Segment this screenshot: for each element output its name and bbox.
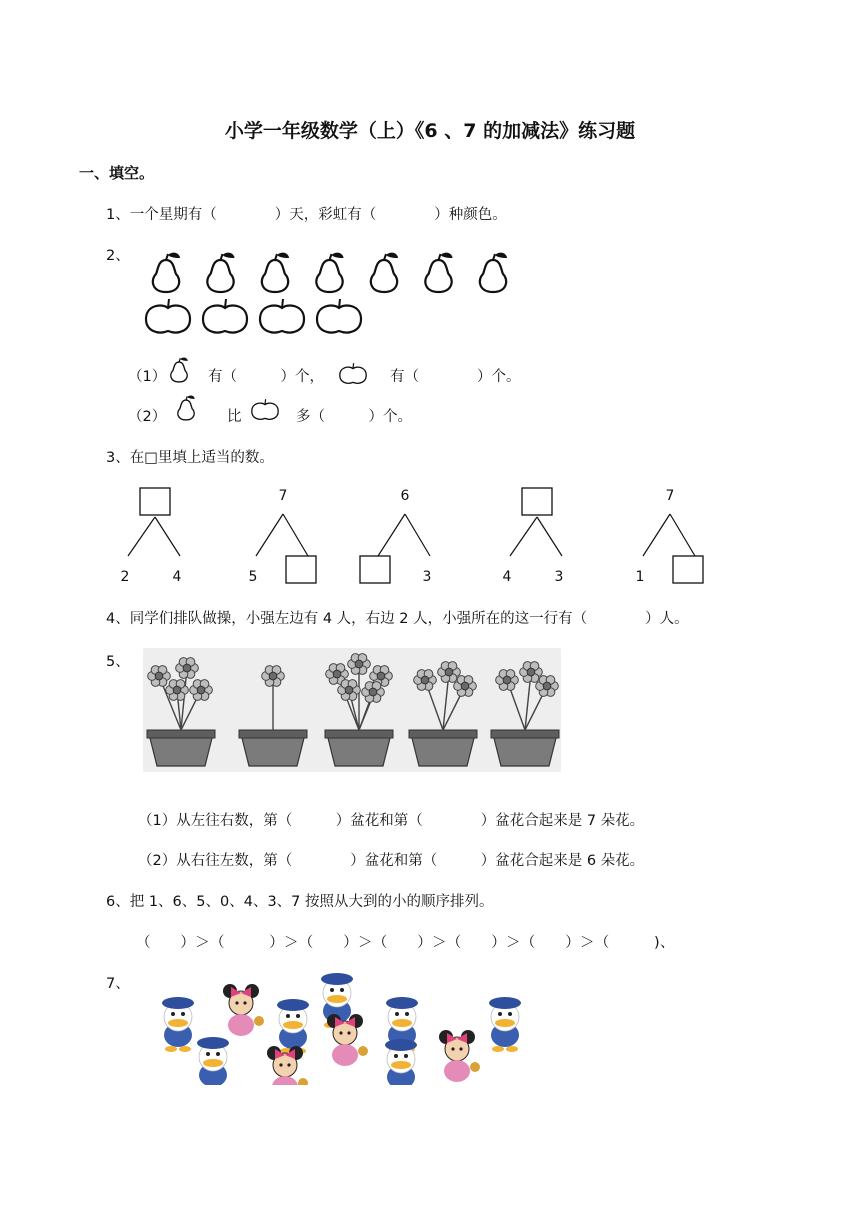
question-5-sub2: （2）从右往左数，第（ ）盆花和第（ ）盆花合起来是 6 朵花。 [138,853,645,869]
bond-line [643,514,670,556]
pot-icon [149,734,213,766]
answer-box [522,488,552,515]
answer-box [286,556,316,583]
cartoon-characters-image [145,965,535,1085]
bond-left-number: 4 [502,569,512,585]
bond-line [670,514,695,556]
bond-left-number: 1 [635,569,645,585]
minnie-mouse-icon [327,1014,368,1066]
donald-duck-icon [197,1037,229,1085]
flower-pot [239,666,307,766]
bond-right-number: 4 [172,569,182,585]
question-7-number: 7、 [106,976,130,992]
bond-line [405,514,430,556]
minnie-mouse-icon [223,984,264,1036]
question-3: 3、在□里填上适当的数。 [106,450,274,466]
bond-top-number: 7 [278,488,288,504]
pot-icon [493,734,557,766]
bond-line [283,514,308,556]
pot-icon [411,734,475,766]
question-5-number: 5、 [106,654,130,670]
flower-pot [491,662,559,766]
minnie-mouse-icon [439,1030,480,1082]
number-bond [360,488,431,585]
donald-duck-icon [162,997,194,1052]
q2-sub2-prefix: （2） [128,409,167,425]
donald-duck-icon [385,1039,417,1085]
number-bond [503,488,564,585]
question-6: 6、把 1、6、5、0、4、3、7 按照从大到的小的顺序排列。 [106,894,494,910]
q2-sub1-prefix: （1） [128,369,167,385]
donald-duck-icon [489,997,521,1052]
flower-pot [409,662,477,766]
bond-right-number: 3 [554,569,564,585]
q2-sub2-more: 多（ ）个。 [296,409,412,425]
question-2-number: 2、 [106,248,130,264]
q2-sub1-apple-count: 有（ ）个。 [390,369,521,385]
bond-line [256,514,283,556]
q2-sub2-compare: 比 [227,409,242,425]
question-6-order-row: （ ）＞（ ）＞（ ）＞（ ）＞（ ）＞（ ）＞（ )、 [136,935,675,951]
bond-line [128,517,155,556]
question-5-sub1: （1）从左往右数，第（ ）盆花和第（ ）盆花合起来是 7 朵花。 [138,813,645,829]
bond-line [510,517,537,556]
question-4: 4、同学们排队做操，小强左边有 4 人，右边 2 人，小强所在的这一行有（ ）人。 [106,611,689,627]
bond-line [537,517,562,556]
answer-box [140,488,170,515]
bond-left-number: 5 [248,569,258,585]
number-bond [121,488,182,585]
pot-icon [327,734,391,766]
flower-pot [147,658,215,766]
bond-top-number: 6 [400,488,410,504]
question-1: 1、一个星期有（ ）天，彩虹有（ ）种颜色。 [106,207,507,223]
bond-right-number: 3 [422,569,432,585]
flower-pot [325,654,393,766]
q2-sub1-pear-count: 有（ ）个， [208,369,324,385]
section-heading: 一、填空。 [79,164,155,182]
bond-line [155,517,180,556]
bond-top-number: 7 [665,488,675,504]
donald-duck-icon [277,999,309,1054]
bond-line [378,514,405,556]
answer-box [673,556,703,583]
pot-icon [241,734,305,766]
bond-left-number: 2 [120,569,130,585]
number-bond [249,488,316,585]
page-title: 小学一年级数学（上）《6 、7 的加减法》练习题 [224,120,636,142]
flower-pots-image [143,648,561,772]
number-bond [636,488,703,585]
answer-box [360,556,390,583]
